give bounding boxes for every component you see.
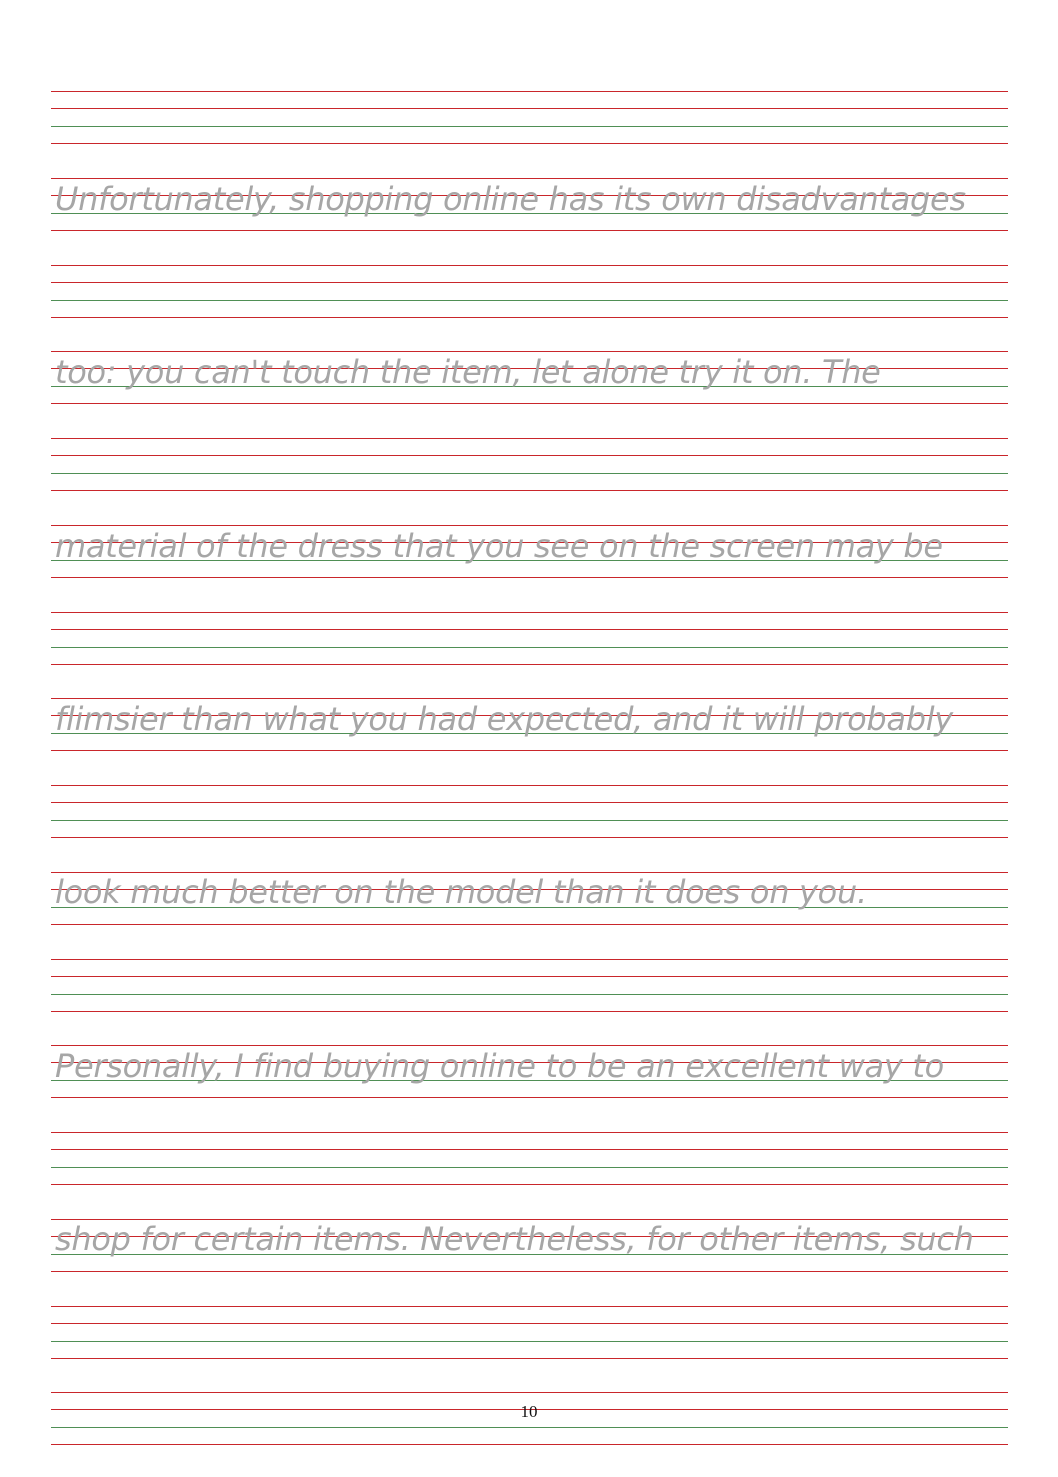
trace-text-line: too: you can't touch the item, let alone try it on. The [55,353,881,391]
red-guideline [51,1444,1008,1445]
practice-row-4 [51,701,1008,791]
green-midline [51,820,1008,821]
red-guideline [51,91,1008,92]
trace-text-line: material of the dress that you see on the screen may be [55,527,943,565]
green-midline [51,126,1008,127]
green-midline [51,994,1008,995]
practice-row-5 [51,874,1008,964]
green-midline [51,1167,1008,1168]
trace-text-line: look much better on the model than it does on you. [55,873,867,911]
red-guideline [51,664,1008,665]
trace-text-line: flimsier than what you had expected, and it will probably [55,700,953,738]
green-midline [51,1427,1008,1428]
red-guideline [51,490,1008,491]
green-midline [51,300,1008,301]
green-midline [51,647,1008,648]
red-guideline [51,108,1008,109]
red-guideline [51,455,1008,456]
red-guideline [51,802,1008,803]
trace-text-line: Unfortunately, shopping online has its own disadvantages [55,180,966,218]
red-guideline [51,1045,1008,1046]
red-guideline [51,1323,1008,1324]
trace-text-line: Personally, I find buying online to be an excellent way to [55,1047,944,1085]
red-guideline [51,1358,1008,1359]
practice-row-7 [51,1221,1008,1311]
red-guideline [51,629,1008,630]
page-number: 10 [520,1402,538,1421]
red-guideline [51,698,1008,699]
red-guideline [51,525,1008,526]
practice-row-2 [51,354,1008,444]
practice-row-1 [51,181,1008,271]
red-guideline [51,143,1008,144]
red-guideline [51,1184,1008,1185]
red-guideline [51,837,1008,838]
practice-row-3 [51,528,1008,618]
green-midline [51,1341,1008,1342]
red-guideline [51,976,1008,977]
red-guideline [51,1392,1008,1393]
red-guideline [51,317,1008,318]
red-guideline [51,282,1008,283]
practice-row-6 [51,1048,1008,1138]
red-guideline [51,1149,1008,1150]
trace-text-line: shop for certain items. Nevertheless, for other items, such [55,1220,974,1258]
red-guideline [51,1011,1008,1012]
red-guideline [51,178,1008,179]
green-midline [51,473,1008,474]
red-guideline [51,351,1008,352]
